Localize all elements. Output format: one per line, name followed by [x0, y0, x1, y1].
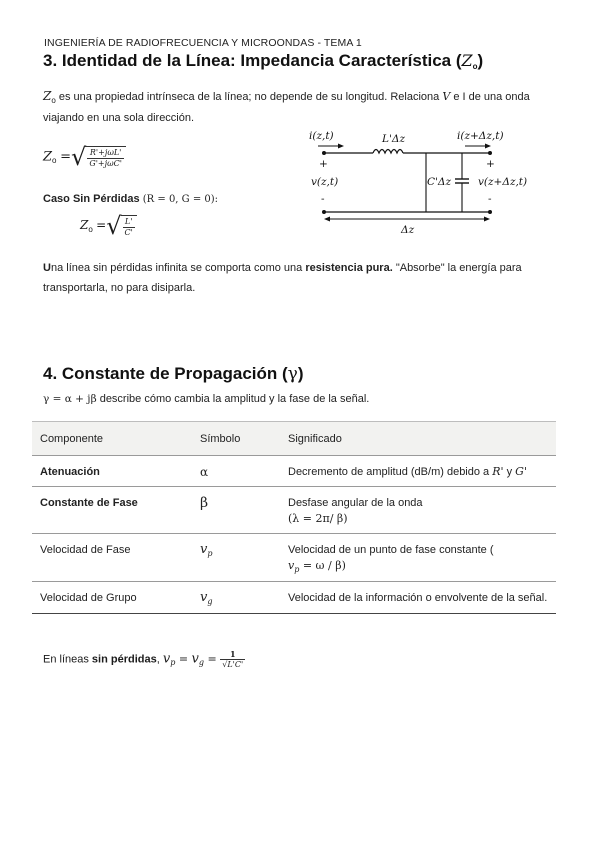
lossless-velocity-note — [43, 649, 245, 670]
section-3-summary — [43, 258, 558, 298]
current-right-label: i(z+Δz,t) — [457, 130, 504, 142]
lossless-den: C' — [124, 227, 133, 237]
lossless-cond: (R = 0, G = 0): — [139, 194, 219, 205]
delta-z-label: Δz — [401, 224, 415, 236]
row-group-velocity-meaning: Velocidad de la información o envolvente de la señal. — [280, 582, 556, 614]
current-left-label: i(z,t) — [309, 130, 334, 142]
node-bottom-left — [322, 210, 326, 214]
formula-num: R'+jωL' — [87, 148, 124, 159]
table-row — [32, 582, 556, 614]
row-group-velocity-name: Velocidad de Grupo — [32, 582, 192, 614]
intro-var: Z — [43, 89, 52, 103]
vg-symbol: v — [200, 590, 208, 605]
formula-lhs: Z — [43, 149, 53, 165]
section-3-intro — [43, 86, 543, 128]
table-header-meaning: Significado — [280, 422, 556, 456]
table-header-row — [32, 422, 556, 456]
table-row — [32, 534, 556, 582]
attenuation-mid: y — [503, 466, 516, 478]
lossless-radicand — [121, 215, 137, 238]
footer-den: L'C' — [227, 660, 244, 669]
section-3-title-text: 3. Identidad de la Línea: Impedancia Característica ( — [43, 51, 462, 70]
table-header-component: Componente — [32, 422, 192, 456]
phase-velocity-meaning-text: Velocidad de un punto de fase constante ( — [288, 544, 494, 556]
section-3-title-var: Z — [461, 51, 473, 70]
summary-initial: U — [43, 262, 51, 274]
current-arrowhead-left — [338, 144, 344, 149]
table-header-symbol: Símbolo — [192, 422, 280, 456]
node-top-left — [322, 151, 326, 155]
intro-v: V — [442, 90, 451, 103]
sqrt-icon-3: √ — [222, 660, 228, 669]
footer-eq: = — [175, 652, 192, 666]
inductor-label: L'Δz — [382, 133, 405, 145]
summary-text-b: na línea sin pérdidas infinita se comporta como una — [50, 262, 306, 274]
plus-right: + — [486, 158, 495, 170]
transmission-line-circuit — [300, 124, 540, 239]
lossless-formula: $Z_o$ =√ $\frac{L'}{C'}$ — [80, 212, 137, 240]
section-4-intro — [43, 389, 369, 409]
sqrt-icon: √ — [71, 143, 87, 171]
section-4-title-text: 4. Constante de Propagación ( — [43, 364, 288, 383]
section-4-intro-text: describe cómo cambia la amplitud y la fase de la señal. — [96, 393, 370, 405]
lossless-num: L' — [123, 217, 135, 228]
node-bottom-right — [488, 210, 492, 214]
attenuation-meaning-text: Decremento de amplitud (dB/m) debido a — [288, 466, 493, 478]
row-phase-velocity-name: Velocidad de Fase — [32, 534, 192, 582]
phase-velocity-var: v — [288, 559, 295, 572]
attenuation-var-g: G' — [515, 465, 527, 478]
phase-meaning-text: Desfase angular de la onda — [288, 497, 423, 509]
table-row — [32, 487, 556, 534]
row-phase-velocity-symbol — [192, 534, 280, 582]
current-arrowhead-right — [485, 144, 491, 149]
intro-text-a: es una propiedad intrínseca de la línea; no depende de su longitud. Relaciona — [55, 91, 443, 103]
minus-left: - — [321, 193, 325, 205]
footer-fraction — [220, 649, 245, 670]
voltage-right-label: v(z+Δz,t) — [478, 176, 528, 188]
footer-vg: v — [191, 651, 199, 667]
row-phase-symbol: β — [192, 487, 280, 534]
row-phase-velocity-meaning — [280, 534, 556, 582]
formula-den: G'+jωC' — [89, 158, 122, 168]
footer-num: 1 — [220, 649, 245, 660]
row-phase-meaning — [280, 487, 556, 534]
footer-den-wrap — [220, 660, 245, 670]
lossless-sub: o — [88, 225, 93, 235]
inductor-coil — [373, 150, 403, 154]
row-group-velocity-symbol — [192, 582, 280, 614]
footer-text-a: En líneas — [43, 653, 92, 666]
section-3-title-close: ) — [477, 51, 484, 70]
section-4-title-close: ) — [297, 364, 304, 383]
footer-comma: , — [156, 653, 163, 666]
table-row — [32, 456, 556, 487]
document-kicker: INGENIERÍA DE RADIOFRECUENCIA Y MICROONDAS - TEMA 1 — [44, 37, 362, 49]
propagation-components-table — [32, 421, 556, 614]
intro-text-b: e I de una onda viajando en una sola dirección. — [43, 91, 530, 124]
row-attenuation-meaning — [280, 456, 556, 487]
formula-sub: o — [52, 156, 57, 166]
footer-vp: v — [162, 651, 171, 667]
voltage-left-label: v(z,t) — [311, 176, 339, 188]
lossless-label: Caso Sin Pérdidas — [43, 193, 140, 205]
footer-bold: sin pérdidas — [91, 653, 157, 666]
sqrt-icon-2: √ — [106, 212, 122, 240]
section-3-title — [43, 51, 483, 71]
phase-meaning-formula: (λ = 2π/ β) — [288, 512, 348, 525]
section-4-title — [43, 364, 304, 384]
row-phase-name: Constante de Fase — [32, 487, 192, 534]
attenuation-var-r: R' — [492, 465, 504, 478]
vp-symbol-sub: p — [207, 549, 213, 558]
minus-right: - — [488, 193, 492, 205]
formula-radicand — [85, 146, 126, 169]
capacitor-label: C'Δz — [427, 176, 452, 188]
delta-z-arrowhead-left — [324, 217, 330, 222]
row-attenuation-name: Atenuación — [32, 456, 192, 487]
intro-sub: o — [51, 96, 56, 105]
lossless-lhs: Z — [80, 218, 89, 233]
vp-symbol: v — [200, 542, 208, 557]
summary-text-c: "Absorbe" la energía para transportarla, no para disiparla. — [43, 262, 522, 294]
delta-z-arrowhead-right — [484, 217, 490, 222]
phase-velocity-sub: p — [294, 565, 300, 574]
plus-left: + — [319, 158, 328, 170]
propagation-formula: γ = α + jβ — [43, 393, 97, 405]
footer-vg-sub: g — [198, 658, 205, 668]
vg-symbol-sub: g — [207, 597, 213, 606]
phase-velocity-rest: = ω / β) — [299, 559, 346, 572]
section-4-title-sym: γ — [287, 364, 298, 384]
footer-vp-sub: p — [170, 658, 176, 668]
footer-eq2: = — [204, 652, 221, 666]
row-attenuation-symbol: α — [192, 456, 280, 487]
impedance-formula: $Z_o$ =√ $\frac{\text{R'+jωL'}}{\text{G'+jωC'}}$ — [43, 143, 126, 171]
section-3-title-sub: o — [472, 62, 478, 71]
node-top-right — [488, 151, 492, 155]
summary-bold: resistencia pura. — [305, 262, 393, 274]
lossless-case — [43, 189, 218, 210]
